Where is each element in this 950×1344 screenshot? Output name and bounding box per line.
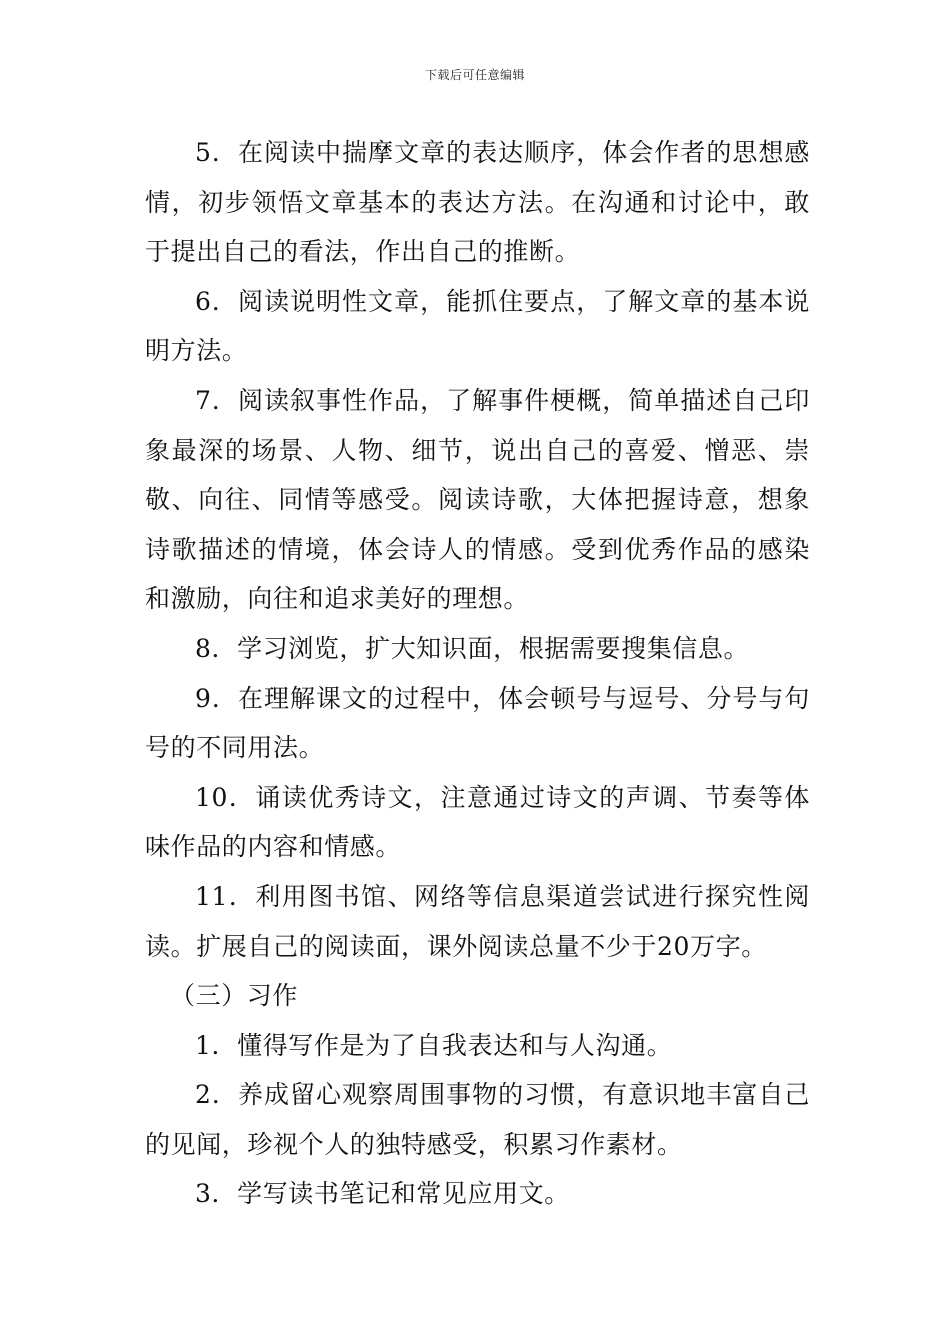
paragraph-item-11: 11．利用图书馆、网络等信息渠道尝试进行探究性阅读。扩展自己的阅读面，课外阅读总量不少于20万字。 [145,881,810,961]
paragraph-item-6: 6．阅读说明性文章，能抓住要点，了解文章的基本说明方法。 [145,286,810,366]
page-header: 下载后可任意编辑 [424,68,525,82]
paragraph-item-10: 10．诵读优秀诗文，注意通过诗文的声调、节奏等体味作品的内容和情感。 [145,782,810,862]
paragraph-item-5: 5．在阅读中揣摩文章的表达顺序，体会作者的思想感情，初步领悟文章基本的表达方法。在沟通和讨论中，敢于提出自己的看法，作出自己的推断。 [145,138,810,267]
paragraph-writing-1: 1．懂得写作是为了自我表达和与人沟通。 [195,1030,673,1060]
paragraph-writing-2: 2．养成留心观察周围事物的习惯，有意识地丰富自己的见闻，珍视个人的独特感受，积累习作素材。 [145,1080,810,1159]
paragraph-item-9: 9．在理解课文的过程中，体会顿号与逗号、分号与句号的不同用法。 [145,683,810,763]
paragraph-item-7: 7．阅读叙事性作品，了解事件梗概，简单描述自己印象最深的场景、人物、细节，说出自己的喜爱、憎恶、崇敬、向往、同情等感受。阅读诗歌，大体把握诗意，想象诗歌描述的情境，体会诗人的情感。受到优秀作品的感染和激励，向往和追求美好的理想。 [145,385,810,614]
section-heading-writing: （三）习作 [170,981,299,1011]
paragraph-item-8: 8．学习浏览，扩大知识面，根据需要搜集信息。 [195,633,750,663]
paragraph-writing-3: 3．学写读书笔记和常见应用文。 [195,1179,570,1209]
document-body [145,128,810,1219]
